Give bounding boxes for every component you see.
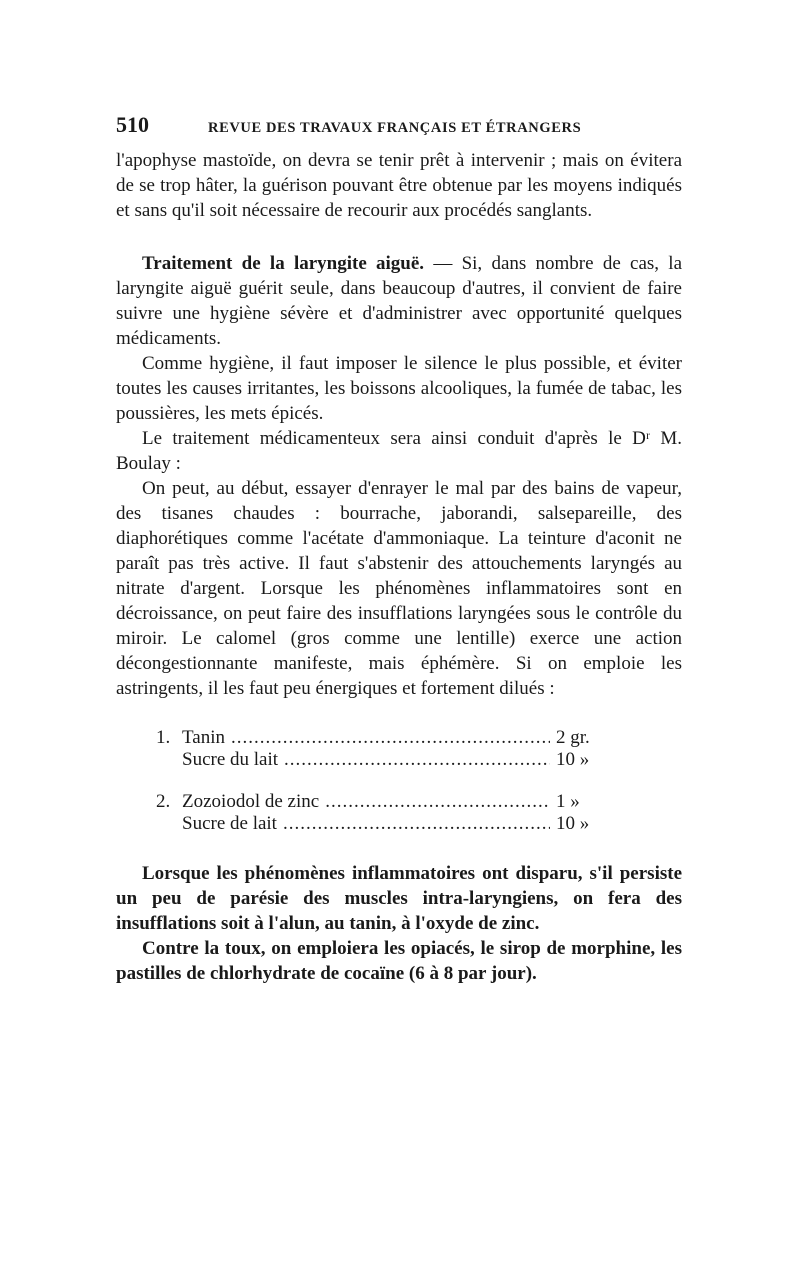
section-gap: [116, 223, 682, 251]
page-number: 510: [116, 112, 149, 137]
ingredient-quantity: 10 »: [556, 749, 590, 770]
document-page: [116, 112, 682, 986]
prescription-1: [156, 727, 616, 771]
paragraph-paresis: Lorsque les phénomènes inflammatoires ont disparu, s'il persiste un peu de parésie des muscles intra-laryngiens, on fera des insufflations soit à l'alun, au tanin, à l'oxyde de zinc.: [116, 863, 682, 934]
ingredient-quantity: 1 »: [556, 791, 580, 812]
dot-leader: [283, 813, 550, 835]
ingredient-quantity: 10 »: [556, 813, 590, 834]
ingredient-name: Zozoiodol de zinc: [182, 791, 320, 812]
page-header: [116, 112, 682, 142]
ingredient-name: Sucre du lait: [182, 749, 279, 770]
prescription-line: [156, 727, 616, 749]
dot-leader: [231, 727, 550, 749]
dot-leader: [284, 749, 550, 771]
paragraph-treatment: Le traitement médicamenteux sera ainsi conduit d'après le Dʳ M. Boulay :: [116, 428, 682, 474]
intro-paragraph: l'apophyse mastoïde, on devra se tenir prêt à intervenir ; mais on évitera de se trop hâter, la guérison pouvant être obtenue par les moyens indiqués et sans qu'il soit nécessaire de recourir aux procédés sanglants.: [116, 150, 682, 221]
prescription-number: 2.: [156, 791, 171, 812]
prescription-list: [156, 727, 616, 835]
section-first-paragraph-text: — Si, dans nombre de cas, la laryngite aiguë guérit seule, dans beaucoup d'autres, il convient de faire suivre une hygiène sévère et d'administrer avec opportunité quelques médicaments.: [116, 253, 682, 349]
dot-leader: [325, 791, 550, 813]
prescription-line: [156, 791, 616, 813]
section-title: Traitement de la laryngite aiguë.: [142, 253, 425, 274]
prescription-line: [156, 813, 616, 835]
prescription-2: [156, 791, 616, 835]
prescription-number: 1.: [156, 727, 171, 748]
paragraph-cough: Contre la toux, on emploiera les opiacés, le sirop de morphine, les pastilles de chlorhydrate de cocaïne (6 à 8 par jour).: [116, 938, 682, 984]
prescription-line: [156, 749, 616, 771]
ingredient-name: Tanin: [182, 727, 225, 748]
paragraph-hygiene: Comme hygiène, il faut imposer le silence le plus possible, et éviter toutes les causes irritantes, les boissons alcooliques, la fumée de tabac, les poussières, les mets épicés.: [116, 353, 682, 424]
closing-section: [116, 861, 682, 986]
ingredient-name: Sucre de lait: [182, 813, 277, 834]
section-first-paragraph: [116, 251, 682, 351]
ingredient-quantity: 2 gr.: [556, 727, 590, 748]
running-head: REVUE DES TRAVAUX FRANÇAIS ET ÉTRANGERS: [208, 120, 582, 136]
paragraph-detail: On peut, au début, essayer d'enrayer le mal par des bains de vapeur, des tisanes chaudes : bourrache, jaborandi, salsepareille, des diaphorétiques comme l'acétate d'ammoniaque. La teinture d'aconit ne paraît pas très active. Il faut s'abstenir des attouchements laryngés au nitrate d'argent. Lorsque les phénomènes inflammatoires sont en décroissance, on peut faire des insufflations laryngées sous le contrôle du miroir. Le calomel (gros comme une lentille) exerce une action décongestionnante manifeste, mais éphémère. Si on emploie les astringents, il les faut peu énergiques et fortement dilués :: [116, 478, 682, 699]
